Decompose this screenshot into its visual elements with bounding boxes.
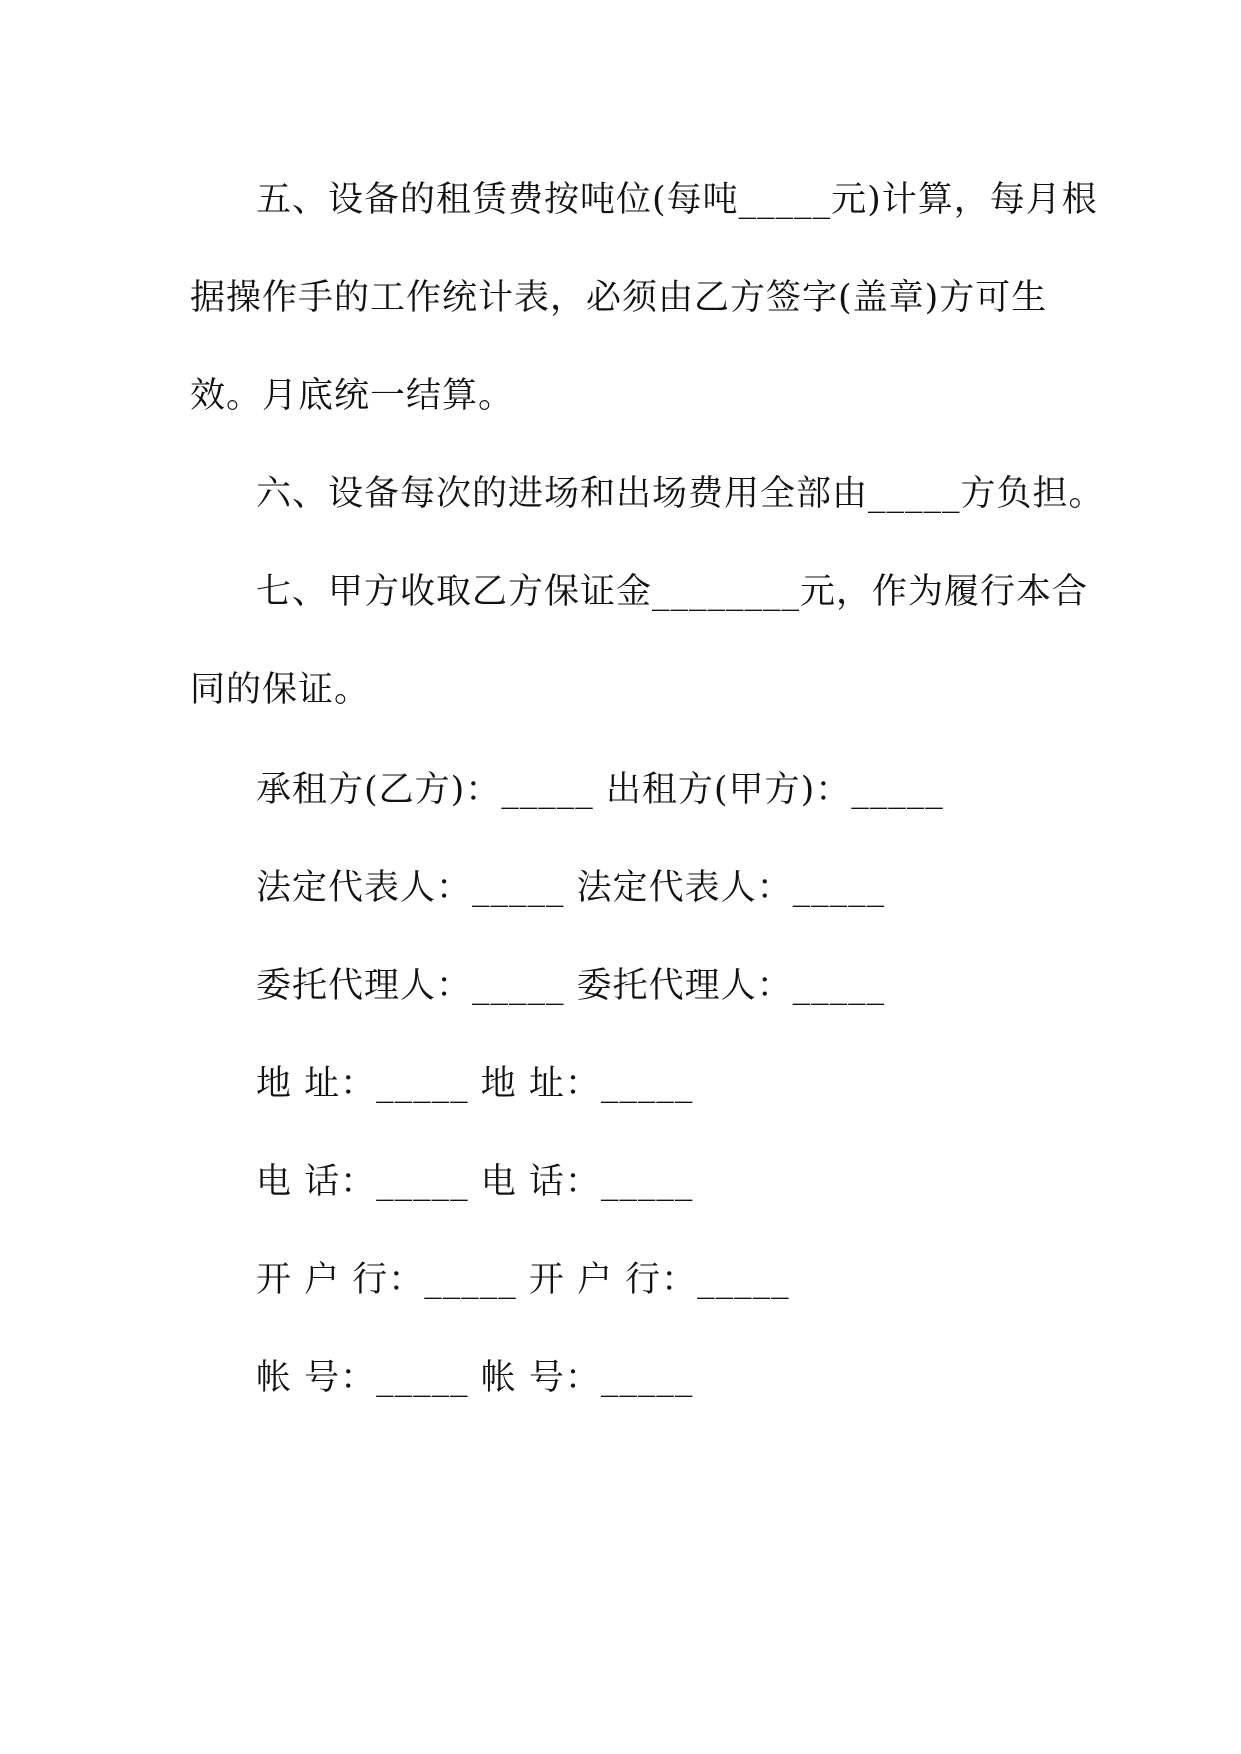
signature-parties: 承租方(乙方)：_____ 出租方(甲方)：_____ <box>256 770 944 810</box>
clause-six: 六、设备每次的进场和出场费用全部由_____方负担。 <box>256 474 1105 514</box>
clause-five-line-3: 效。月底统一结算。 <box>190 376 515 416</box>
clause-five-line-2: 据操作手的工作统计表，必须由乙方签字(盖章)方可生 <box>190 278 1048 318</box>
signature-bank: 开 户 行：_____ 开 户 行：_____ <box>256 1260 790 1300</box>
signature-agent: 委托代理人：_____ 委托代理人：_____ <box>256 966 886 1006</box>
clause-seven-line-1: 七、甲方收取乙方保证金________元，作为履行本合 <box>256 572 1089 612</box>
signature-address: 地 址：_____ 地 址：_____ <box>256 1064 694 1104</box>
clause-seven-line-2: 同的保证。 <box>190 670 371 710</box>
signature-account: 帐 号：_____ 帐 号：_____ <box>256 1358 694 1398</box>
clause-five-line-1: 五、设备的租赁费按吨位(每吨_____元)计算，每月根 <box>256 180 1098 220</box>
signature-legal-rep: 法定代表人：_____ 法定代表人：_____ <box>256 868 886 908</box>
signature-phone: 电 话：_____ 电 话：_____ <box>256 1162 694 1202</box>
